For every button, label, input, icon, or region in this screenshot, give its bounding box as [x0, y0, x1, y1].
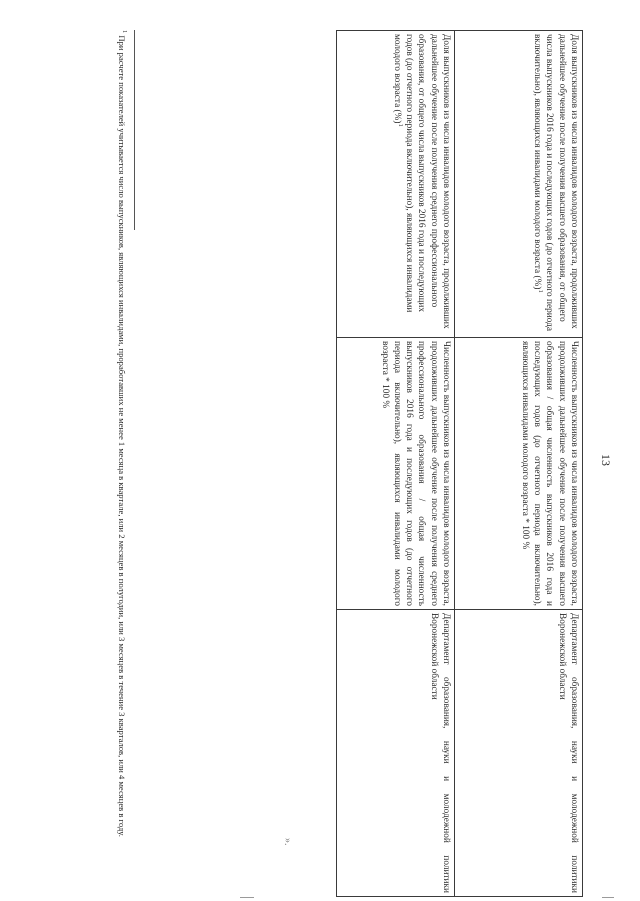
formula-cell: Численность выпускников из числа инвалидов молодого возраста, продолживших дальнейшее обучение после получения среднего профессионального образования / общая численность выпускников 2016 года и последующих годов (до отчетного периода включительно), являющихся инвалидами молодого возраста * 100 % [337, 338, 455, 610]
formula-cell: Численность выпускников из числа инвалидов молодого возраста, продолживших дальнейшее обучение после получения высшего образования / общая численность выпускников 2016 года и последующих годов (до отчетного периода включительно), являющихся инвалидами молодого возраста * 100 % [455, 338, 583, 610]
indicator-table [336, 30, 583, 897]
indicator-text: Доля выпускников из числа инвалидов молодого возраста, продолживших дальнейшее обучение после получения среднего профессионального образования, от общего числа выпускников 2016 года и последующих годов (до отчетного периода включительно), являющихся инвалидами молодого возраста (%) [391, 34, 451, 329]
page-number: 13 [599, 454, 613, 466]
table-row [455, 31, 583, 897]
scan-artifact-dash [602, 897, 614, 898]
indicator-cell [455, 31, 583, 338]
indicator-cell [337, 31, 455, 338]
closing-quote-mark: ». [282, 838, 293, 846]
footnote-ref: 1 [537, 289, 545, 293]
responsible-cell: Департамент образования, науки и молодежной политики Воронежской области [337, 610, 455, 897]
footnote [116, 30, 128, 850]
responsible-cell: Департамент образования, науки и молодежной политики Воронежской области [455, 610, 583, 897]
table-row [337, 31, 455, 897]
scan-artifact-dash [240, 897, 254, 898]
footnote-ref: 1 [396, 123, 404, 127]
footnote-divider [134, 30, 135, 230]
footnote-number: 1 [120, 30, 128, 34]
footnote-text: При расчете показателей учитывается число выпускников, являющихся инвалидами, проработавших не менее 1 месяца в квартале, или 2 месяцев в полугодии, или 3 месяцев в течение 3 кварталов, или 4 месяцев в году. [117, 33, 127, 837]
indicator-text: Доля выпускников из числа инвалидов молодого возраста, продолживших дальнейшее обучение после получения высшего образования, от общего числа выпускников 2016 года и последующих годов (до отчетного периода включительно), являющихся инвалидами молодого возраста (%) [532, 34, 579, 331]
